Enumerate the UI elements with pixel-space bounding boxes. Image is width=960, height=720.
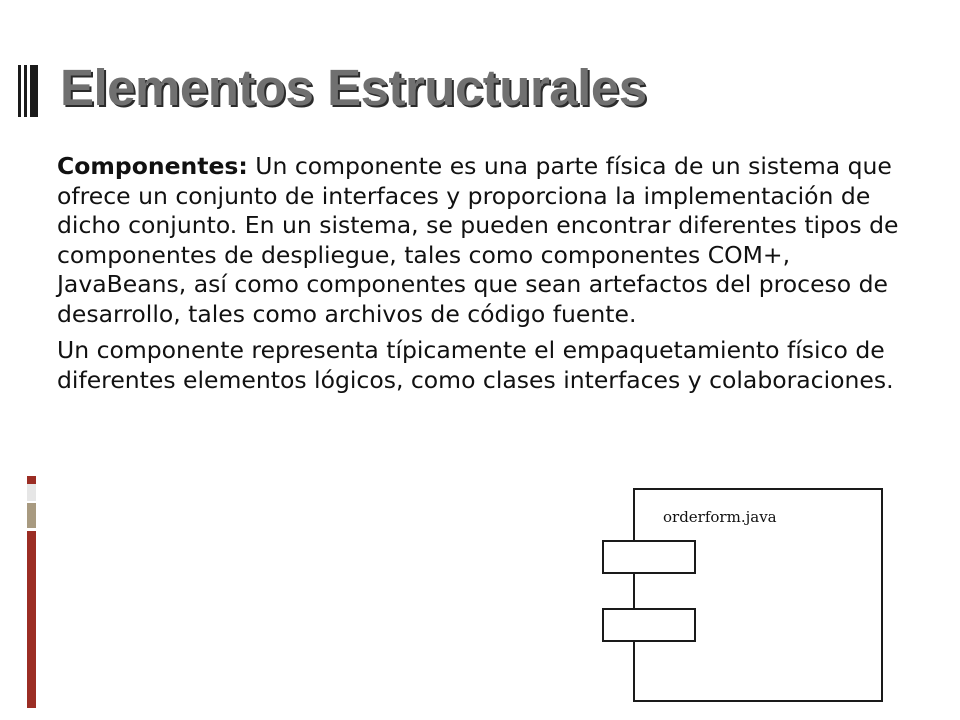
component-diagram <box>600 488 884 702</box>
component-tab-bottom <box>602 608 696 642</box>
accent-tan-block <box>27 503 36 528</box>
component-tab-top <box>602 540 696 574</box>
paragraph-packaging: Un componente representa típicamente el empaquetamiento físico de diferentes elementos lógicos, como clases interfaces y colaboraciones. <box>57 336 894 394</box>
component-name: orderform.java <box>663 508 777 526</box>
slide-title: Elementos Estructurales <box>60 59 647 116</box>
title-bars-icon <box>18 65 40 117</box>
accent-light-block <box>27 484 36 501</box>
term-components: Componentes: <box>57 152 248 180</box>
components-description: Un componente es una parte física de un sistema que ofrece un conjunto de interfaces y proporciona la implementación de dicho conjunto. En un sistema, se pueden encontrar diferentes tipos de componentes de despliegue, tales como componentes COM+, JavaBeans, así como componentes que sean artefactos del proceso de desarrollo, tales como archivos de código fuente. <box>57 152 899 328</box>
accent-red-top <box>27 476 36 484</box>
paragraph-components <box>57 152 907 329</box>
slide-body <box>57 152 907 402</box>
accent-red-strip <box>27 531 36 708</box>
